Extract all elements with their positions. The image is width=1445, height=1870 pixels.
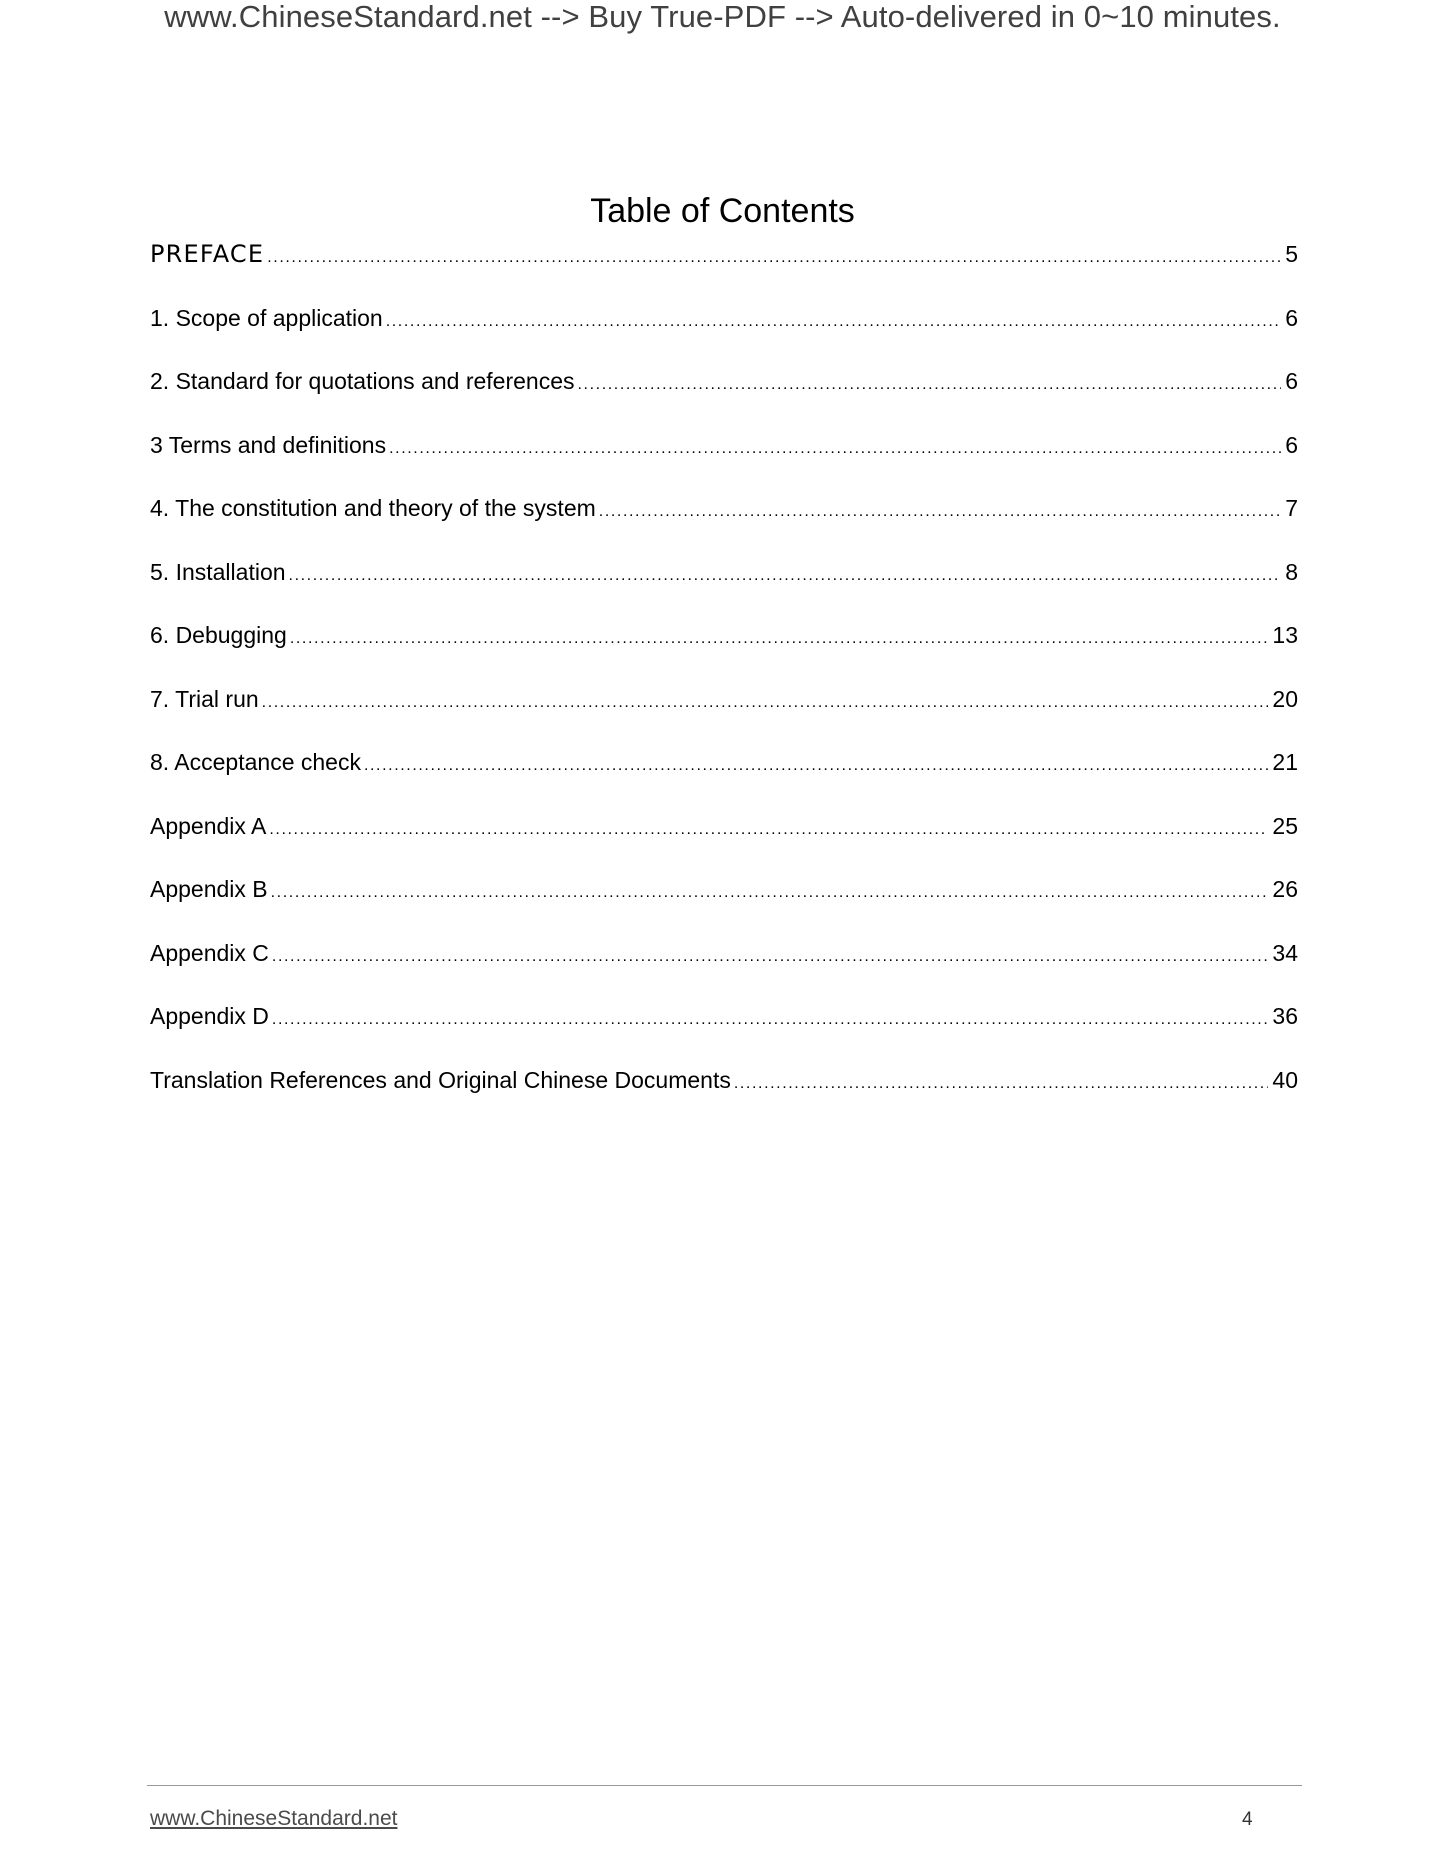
toc-entry-page: 6 [1285,368,1298,394]
toc-entry-label: 7. Trial run [150,685,259,712]
toc-entry-label: Appendix A [150,812,267,839]
toc-list [150,236,1298,1125]
toc-entry-preface[interactable] [150,236,1298,300]
toc-entry-label: 2. Standard for quotations and references [150,368,575,394]
dot-leader [289,558,1282,594]
dot-leader [267,240,1281,276]
page-title: Table of Contents [590,192,855,230]
toc-entry-constitution[interactable] [150,490,1298,554]
dot-leader [386,304,1281,340]
toc-entry-page: 34 [1272,939,1298,966]
top-banner[interactable]: www.ChineseStandard.net --> Buy True-PDF --> Auto-delivered in 0~10 minutes. [164,0,1281,34]
toc-entry-page: 26 [1272,876,1298,902]
toc-entry-label: 6. Debugging [150,622,287,648]
dot-leader [272,939,1268,975]
toc-entry-trial-run[interactable] [150,681,1298,745]
toc-entry-page: 40 [1272,1066,1298,1093]
toc-entry-page: 5 [1285,241,1298,267]
toc-entry-appendix-c[interactable] [150,935,1298,999]
toc-entry-page: 25 [1272,812,1298,839]
dot-leader [578,367,1282,403]
dot-leader [269,812,1268,848]
toc-entry-references[interactable] [150,363,1298,427]
toc-entry-acceptance-check[interactable] [150,744,1298,808]
toc-entry-label: 5. Installation [150,558,286,585]
toc-entry-appendix-b[interactable] [150,871,1298,935]
toc-entry-page: 8 [1285,558,1298,585]
toc-entry-page: 7 [1285,495,1298,521]
toc-entry-label: PREFACE [150,240,265,268]
toc-entry-label: 4. The constitution and theory of the system [150,495,596,521]
dot-leader [734,1066,1269,1102]
toc-entry-label: 8. Acceptance check [150,749,361,775]
dot-leader [272,1002,1268,1038]
dot-leader [364,748,1268,784]
dot-leader [599,494,1281,530]
toc-entry-page: 6 [1285,431,1298,458]
toc-entry-scope[interactable] [150,300,1298,364]
toc-entry-label: 3 Terms and definitions [150,431,387,458]
footer-site-link[interactable]: www.ChineseStandard.net [150,1807,398,1830]
toc-entry-appendix-d[interactable] [150,998,1298,1062]
toc-entry-page: 36 [1272,1003,1298,1029]
dot-leader [262,685,1269,721]
toc-entry-label: Appendix B [150,876,268,902]
toc-entry-page: 6 [1285,304,1298,331]
toc-entry-translation-references[interactable] [150,1062,1298,1126]
toc-entry-label: Appendix C [150,939,269,966]
dot-leader [271,875,1269,911]
footer-page-number: 4 [1242,1809,1253,1830]
toc-entry-page: 21 [1272,749,1298,775]
toc-entry-page: 13 [1272,622,1298,648]
toc-entry-appendix-a[interactable] [150,808,1298,872]
toc-entry-terms[interactable] [150,427,1298,491]
toc-entry-installation[interactable] [150,554,1298,618]
dot-leader [290,621,1269,657]
toc-entry-label: 1. Scope of application [150,304,383,331]
toc-entry-label: Translation References and Original Chinese Documents [150,1066,731,1093]
toc-entry-page: 20 [1272,685,1298,712]
toc-entry-debugging[interactable] [150,617,1298,681]
footer-divider [147,1785,1302,1786]
toc-entry-label: Appendix D [150,1003,269,1029]
dot-leader [389,431,1281,467]
